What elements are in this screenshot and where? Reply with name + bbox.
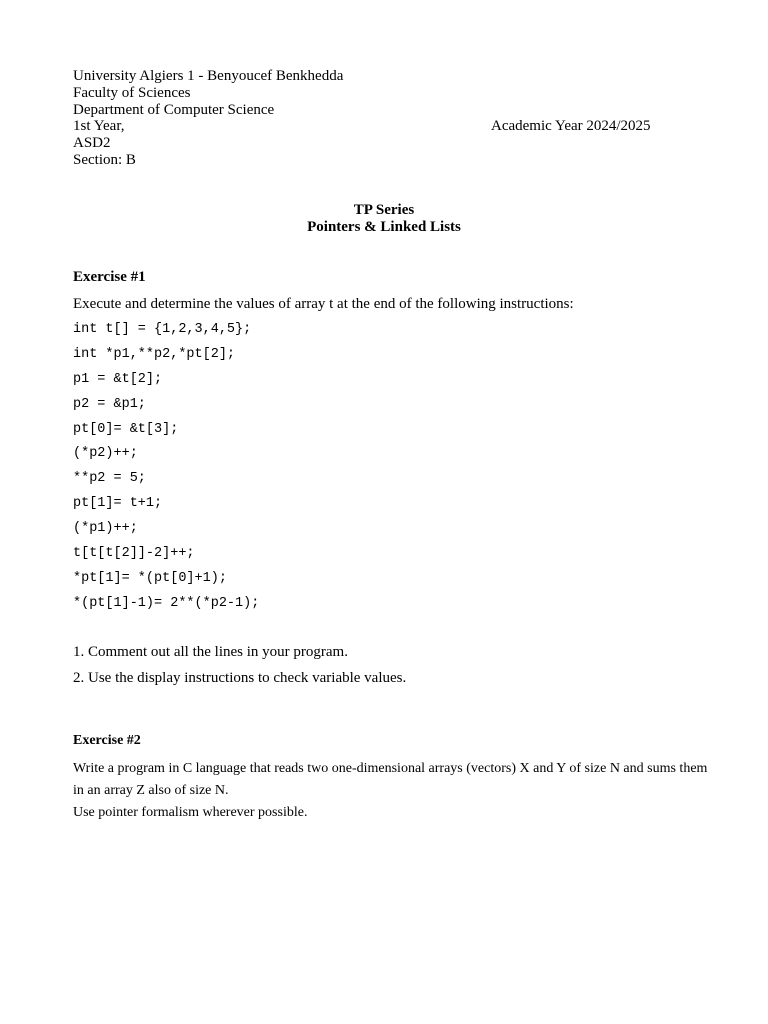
- series-title: TP Series: [353, 202, 415, 218]
- department-name: Department of Computer Science: [73, 101, 275, 118]
- code-line: (*p1)++;: [73, 521, 138, 537]
- subject-title: Pointers & Linked Lists: [307, 219, 461, 235]
- year-row: [73, 118, 673, 135]
- list-item: 2. Use the display instructions to check variable values.: [73, 670, 407, 686]
- code-line: pt[0]= &t[3];: [73, 421, 179, 437]
- code-line: int t[] = {1,2,3,4,5};: [73, 322, 252, 337]
- faculty-name: Faculty of Sciences: [73, 84, 191, 101]
- code-line: *(pt[1]-1)= 2**(*p2-1);: [73, 595, 260, 611]
- exercise2-heading: Exercise #2: [73, 733, 141, 748]
- exercise1-heading: Exercise #1: [73, 269, 146, 285]
- exercise2-note: Use pointer formalism wherever possible.: [73, 805, 308, 820]
- document-header: [73, 68, 673, 169]
- exercise2-body: [73, 758, 713, 824]
- exercise1-code: [73, 320, 259, 619]
- list-item: 1. Comment out all the lines in your program.: [73, 644, 348, 660]
- exercise1-intro: Execute and determine the values of array t at the end of the following instructions:: [73, 296, 574, 312]
- exercise2-paragraph: Write a program in C language that reads two one-dimensional arrays (vectors) X and Y of size N and sums them in an array Z also of size N.: [73, 761, 708, 798]
- university-name: University Algiers 1 - Benyoucef Benkhedda: [73, 68, 344, 84]
- exercise1-tasks: [73, 643, 406, 695]
- code-line: **p2 = 5;: [73, 471, 146, 487]
- study-year: 1st Year,: [73, 118, 125, 135]
- code-line: (*p2)++;: [73, 446, 138, 462]
- document-title: [0, 202, 768, 236]
- code-line: pt[1]= t+1;: [73, 496, 163, 512]
- code-line: *pt[1]= *(pt[0]+1);: [73, 570, 227, 586]
- code-line: int *p1,**p2,*pt[2];: [73, 346, 236, 362]
- academic-year: Academic Year 2024/2025: [491, 118, 651, 135]
- code-line: p1 = &t[2];: [73, 371, 163, 387]
- course-code: ASD2: [73, 135, 111, 152]
- section-label: Section: B: [73, 151, 136, 168]
- code-line: p2 = &p1;: [73, 396, 146, 412]
- code-line: t[t[t[2]]-2]++;: [73, 546, 195, 562]
